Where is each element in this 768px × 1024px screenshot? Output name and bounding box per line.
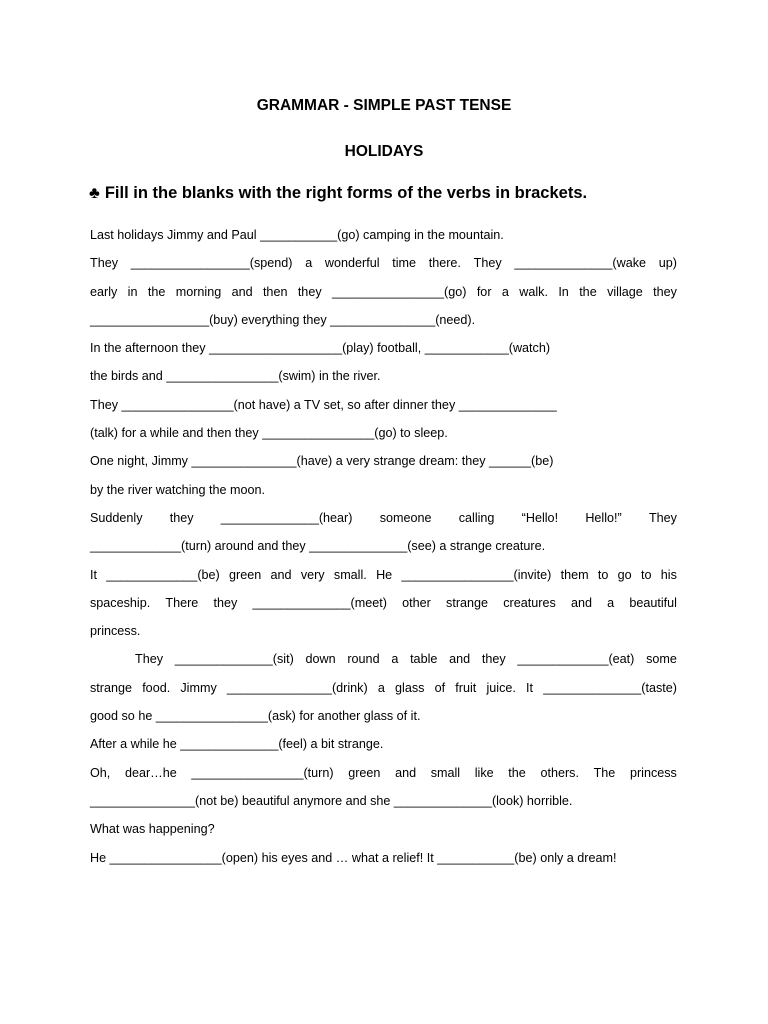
exercise-word: green (229, 567, 262, 582)
exercise-line: What was happening? (90, 822, 215, 837)
exercise-word: and (449, 652, 471, 667)
exercise-word: ________________(invite) (401, 567, 552, 582)
exercise-line: After a while he ______________(feel) a bit strange. (90, 737, 384, 752)
exercise-word: _____________(eat) (517, 652, 635, 667)
exercise-line (90, 592, 677, 620)
exercise-word: Oh, (90, 765, 111, 780)
exercise-word: ________________(go) (331, 284, 467, 299)
exercise-word: strange (90, 680, 133, 695)
exercise-word: small (430, 765, 461, 780)
exercise-line (90, 564, 677, 592)
exercise-word: small. (333, 567, 367, 582)
exercise-line: by the river watching the moon. (90, 482, 266, 497)
exercise-word: He (376, 567, 393, 582)
exercise-word: ______________(wake (514, 256, 646, 271)
exercise-word: “Hello! (521, 510, 559, 525)
exercise-word: down (305, 652, 336, 667)
exercise-line: (talk) for a while and then they ________________(go) to sleep. (90, 426, 448, 441)
exercise-word: ______________(taste) (543, 680, 677, 695)
exercise-word: like (474, 765, 494, 780)
exercise-line: the birds and ________________(swim) in the river. (90, 369, 381, 384)
exercise-word: wonderful (324, 256, 380, 271)
exercise-word: ________________(turn) (191, 765, 334, 780)
exercise-line: He ________________(open) his eyes and … what a relief! It ___________(be) only a dream! (90, 850, 617, 865)
exercise-word: they (653, 284, 677, 299)
exercise-word: the (579, 284, 597, 299)
exercise-word: They (648, 510, 677, 525)
club-icon: ♣ (89, 184, 100, 202)
exercise-word: up) (658, 256, 677, 271)
exercise-word: Jimmy (180, 680, 217, 695)
exercise-line: Last holidays Jimmy and Paul ___________(go) camping in the mountain. (90, 228, 504, 242)
exercise-line (90, 507, 677, 535)
exercise-word: them (560, 567, 589, 582)
exercise-word: and (231, 284, 253, 299)
exercise-line (90, 762, 677, 790)
exercise-word: Suddenly (90, 510, 143, 525)
exercise-word: strange (446, 595, 489, 610)
exercise-word: early (90, 284, 118, 299)
exercise-word: they (213, 595, 238, 610)
exercise-word: ______________(hear) (220, 510, 353, 525)
exercise-line (90, 252, 677, 280)
exercise-line: _____________(turn) around and they ______________(see) a strange creature. (90, 539, 546, 554)
exercise-word: then (262, 284, 288, 299)
exercise-word: of (434, 680, 446, 695)
exercise-word: calling (458, 510, 495, 525)
exercise-line: princess. (90, 624, 141, 639)
exercise-word: they (481, 652, 506, 667)
exercise-word: and (395, 765, 417, 780)
exercise-word: to (640, 567, 652, 582)
exercise-word: others. (540, 765, 579, 780)
exercise-word: some (646, 652, 677, 667)
exercise-word: a (391, 652, 399, 667)
exercise-line: They ________________(not have) a TV set, so after dinner they ______________ (90, 397, 557, 412)
exercise-line: _________________(buy) everything they _______________(need). (90, 312, 476, 327)
exercise-word: the (147, 284, 166, 299)
exercise-word: dear…he (124, 765, 177, 780)
exercise-word: It (90, 567, 97, 582)
exercise-word: they (169, 510, 194, 525)
exercise-word: The (593, 765, 616, 780)
exercise-word: they (297, 284, 322, 299)
exercise-word: village (607, 284, 643, 299)
exercise-word: his (660, 567, 677, 582)
exercise-word: the (508, 765, 526, 780)
exercise-word: in (127, 284, 138, 299)
exercise-line (90, 648, 677, 676)
exercise-word: They (90, 256, 118, 271)
exercise-word: They (473, 256, 502, 271)
exercise-text (90, 224, 677, 875)
exercise-word: _______________(drink) (226, 680, 368, 695)
exercise-word: food. (142, 680, 171, 695)
exercise-word: morning (175, 284, 222, 299)
exercise-word: round (347, 652, 380, 667)
exercise-word: spaceship. (90, 595, 151, 610)
exercise-word: table (410, 652, 438, 667)
exercise-line (90, 281, 677, 309)
exercise-word: and (570, 595, 592, 610)
exercise-word: creatures (503, 595, 556, 610)
exercise-word: to (597, 567, 609, 582)
exercise-word: It (526, 680, 534, 695)
exercise-word: walk. (519, 284, 548, 299)
exercise-word: beautiful (629, 595, 677, 610)
exercise-word: someone (379, 510, 432, 525)
exercise-word: and (270, 567, 292, 582)
exercise-line: One night, Jimmy _______________(have) a very strange dream: they ______(be) (90, 454, 554, 469)
exercise-word: very (300, 567, 325, 582)
exercise-word: other (402, 595, 431, 610)
instruction-text (89, 184, 689, 203)
exercise-line (90, 677, 677, 705)
worksheet-subtitle: HOLIDAYS (344, 143, 424, 160)
exercise-word: for (476, 284, 492, 299)
exercise-line: _______________(not be) beautiful anymore and she ______________(look) horrible. (90, 793, 573, 808)
exercise-word: fruit (455, 680, 477, 695)
exercise-word: Hello!” (585, 510, 622, 525)
exercise-word: princess (629, 765, 677, 780)
exercise-word: There (165, 595, 199, 610)
worksheet-title: GRAMMAR - SIMPLE PAST TENSE (256, 97, 512, 114)
exercise-line: good so he ________________(ask) for another glass of it. (90, 709, 421, 724)
exercise-word: _____________(be) (106, 567, 220, 582)
exercise-word: _________________(spend) (130, 256, 293, 271)
instruction-label: Fill in the blanks with the right forms of the verbs in brackets. (104, 184, 588, 202)
exercise-word: ______________(meet) (252, 595, 387, 610)
exercise-line: In the afternoon they ___________________(play) football, ____________(watch) (90, 341, 551, 356)
exercise-word: a (305, 256, 313, 271)
exercise-word: go (617, 567, 632, 582)
exercise-word: a (607, 595, 615, 610)
exercise-word: In (558, 284, 569, 299)
exercise-word: They (135, 652, 163, 667)
exercise-word: there. (428, 256, 461, 271)
exercise-word: juice. (486, 680, 516, 695)
exercise-word: green (348, 765, 381, 780)
exercise-word: a (377, 680, 385, 695)
exercise-word: a (501, 284, 509, 299)
exercise-word: ______________(sit) (174, 652, 294, 667)
exercise-word: glass (395, 680, 425, 695)
exercise-word: time (392, 256, 417, 271)
